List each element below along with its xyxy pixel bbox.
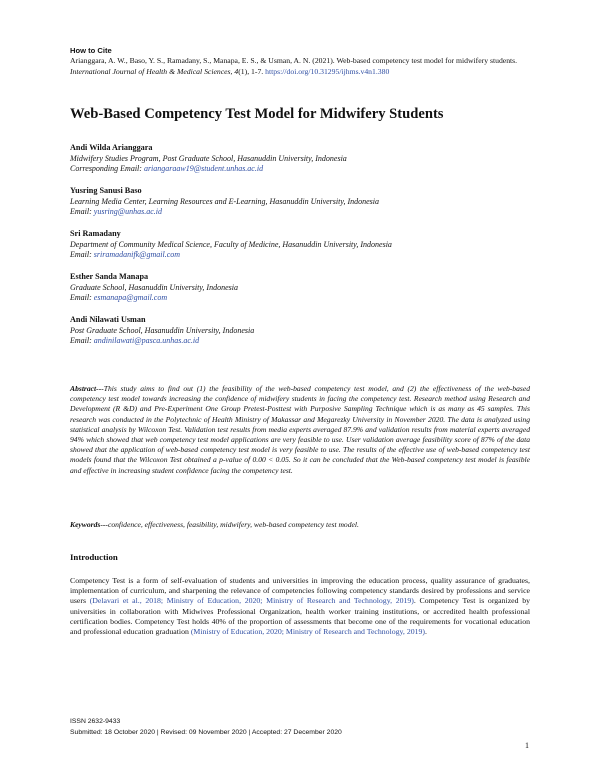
author-email-line bbox=[70, 293, 530, 304]
author-block bbox=[70, 229, 530, 261]
author-block bbox=[70, 272, 530, 304]
dates-footer: Submitted: 18 October 2020 | Revised: 09 November 2020 | Accepted: 27 December 2020 bbox=[70, 729, 342, 736]
email-label: Email: bbox=[70, 293, 92, 302]
author-email-link[interactable]: andinilawati@pasca.unhas.ac.id bbox=[93, 336, 200, 345]
intro-text-2: . Competency Test is organized by universities in collaboration with Midwives Professional Organization, health worker training institutions, or accredited health professional certification bodies. Competency Test holds 40% of the proportion of assessments that become one of the requirements for vocational education and professional education graduation bbox=[70, 596, 531, 637]
email-label: Email: bbox=[70, 250, 92, 259]
citation-issue: (1), 1-7. bbox=[238, 66, 264, 76]
author-affiliation: Learning Media Center, Learning Resources and E-Learning, Hasanuddin University, Indonesia bbox=[70, 196, 380, 206]
introduction-paragraph bbox=[70, 576, 530, 637]
email-label: Corresponding Email: bbox=[70, 164, 142, 173]
intro-citation-link-1[interactable]: (Delavari et al., 2018; Ministry of Education, 2020; Ministry of Research and Technology, 2019) bbox=[89, 596, 414, 606]
author-name: Esther Sanda Manapa bbox=[70, 272, 149, 281]
citation-text bbox=[70, 56, 530, 77]
author-email-link[interactable]: esmanapa@gmail.com bbox=[93, 293, 168, 302]
author-list bbox=[70, 143, 530, 358]
keywords-label: Keywords--- bbox=[70, 520, 108, 529]
email-label: Email: bbox=[70, 207, 92, 216]
introduction-heading: Introduction bbox=[70, 552, 118, 562]
email-label: Email: bbox=[70, 336, 92, 345]
author-email-line bbox=[70, 164, 530, 175]
citation-authors: Arianggara, A. W., Baso, Y. S., Ramadany, S., Manapa, E. S., & Usman, A. N. (2021). Web-based competency test model for midwifery students. bbox=[70, 56, 518, 65]
author-email-link[interactable]: ariangaraaw19@student.unhas.ac.id bbox=[143, 164, 264, 173]
intro-text-1: Competency Test is a form of self-evaluation of students and universities in improving the education process, quality assurance of graduates, implementation of curriculum, and sharpening the relevance of competencies following competency standards desired by professions and service users bbox=[70, 576, 530, 606]
author-affiliation: Midwifery Studies Program, Post Graduate School, Hasanuddin University, Indonesia bbox=[70, 153, 347, 163]
author-name: Yusring Sanusi Baso bbox=[70, 186, 142, 195]
author-block bbox=[70, 315, 530, 347]
abstract-paragraph bbox=[70, 384, 530, 476]
abstract-text: This study aims to find out (1) the feasibility of the web-based competency test model, and (2) the effectiveness of the web-based competency test model towards increasing the confidence of midwifery students in facing the competency test. Research method using Research and Development (R &D) and Pre-Experiment One Group Pretest-Posttest with Purposive Sampling Technique which is as many as 45 samples. This research was conducted in the Polytechnic of Health Ministry of Makassar and Megarezky University in November 2020. The data is analyzed using statistical analysis by Wilcoxon Test. Validation test results from media experts averaged 87.9% and validation results from material experts averaged 94% which showed that web competency test model applications are very feasible to use. User validation average feasibility score of 87% of the data showed that the application of web-based competency test model is very feasible to use. The results of the effective use of web-based competency test models found that the Wilcoxon Test obtained a p-value of 0.00 < 0.05. So it can be concluded that the Web-based competency test model is feasible and effective in increasing student confidence facing the competency test. bbox=[70, 384, 530, 475]
author-name: Andi Nilawati Usman bbox=[70, 315, 146, 324]
author-block bbox=[70, 143, 530, 175]
author-name: Sri Ramadany bbox=[70, 229, 121, 238]
keywords-text: confidence, effectiveness, feasibility, midwifery, web-based competency test model. bbox=[107, 520, 359, 529]
how-to-cite-heading: How to Cite bbox=[70, 46, 112, 55]
author-affiliation: Department of Community Medical Science, Faculty of Medicine, Hasanuddin University, Indonesia bbox=[70, 239, 392, 249]
author-email-line bbox=[70, 250, 530, 261]
author-email-link[interactable]: yusring@unhas.ac.id bbox=[93, 207, 163, 216]
author-affiliation: Graduate School, Hasanuddin University, Indonesia bbox=[70, 282, 238, 292]
citation-doi-link[interactable]: https://doi.org/10.31295/ijhms.v4n1.380 bbox=[265, 66, 390, 76]
author-affiliation: Post Graduate School, Hasanuddin University, Indonesia bbox=[70, 325, 255, 335]
author-email-line bbox=[70, 207, 530, 218]
citation-journal: International Journal of Health & Medical Sciences, 4 bbox=[70, 66, 239, 76]
author-block bbox=[70, 186, 530, 218]
intro-citation-link-2[interactable]: (Ministry of Education, 2020; Ministry of Research and Technology, 2019) bbox=[190, 627, 426, 637]
author-email-link[interactable]: sriramadanifk@gmail.com bbox=[93, 250, 181, 259]
author-email-line bbox=[70, 336, 530, 347]
author-name: Andi Wilda Arianggara bbox=[70, 143, 153, 152]
paper-title: Web-Based Competency Test Model for Midwifery Students bbox=[70, 106, 444, 122]
keywords-line bbox=[70, 520, 530, 530]
issn-footer: ISSN 2632-9433 bbox=[70, 718, 121, 725]
abstract-label: Abstract--- bbox=[70, 384, 104, 393]
page-number: 1 bbox=[525, 741, 529, 750]
intro-text-3: . bbox=[425, 627, 427, 637]
